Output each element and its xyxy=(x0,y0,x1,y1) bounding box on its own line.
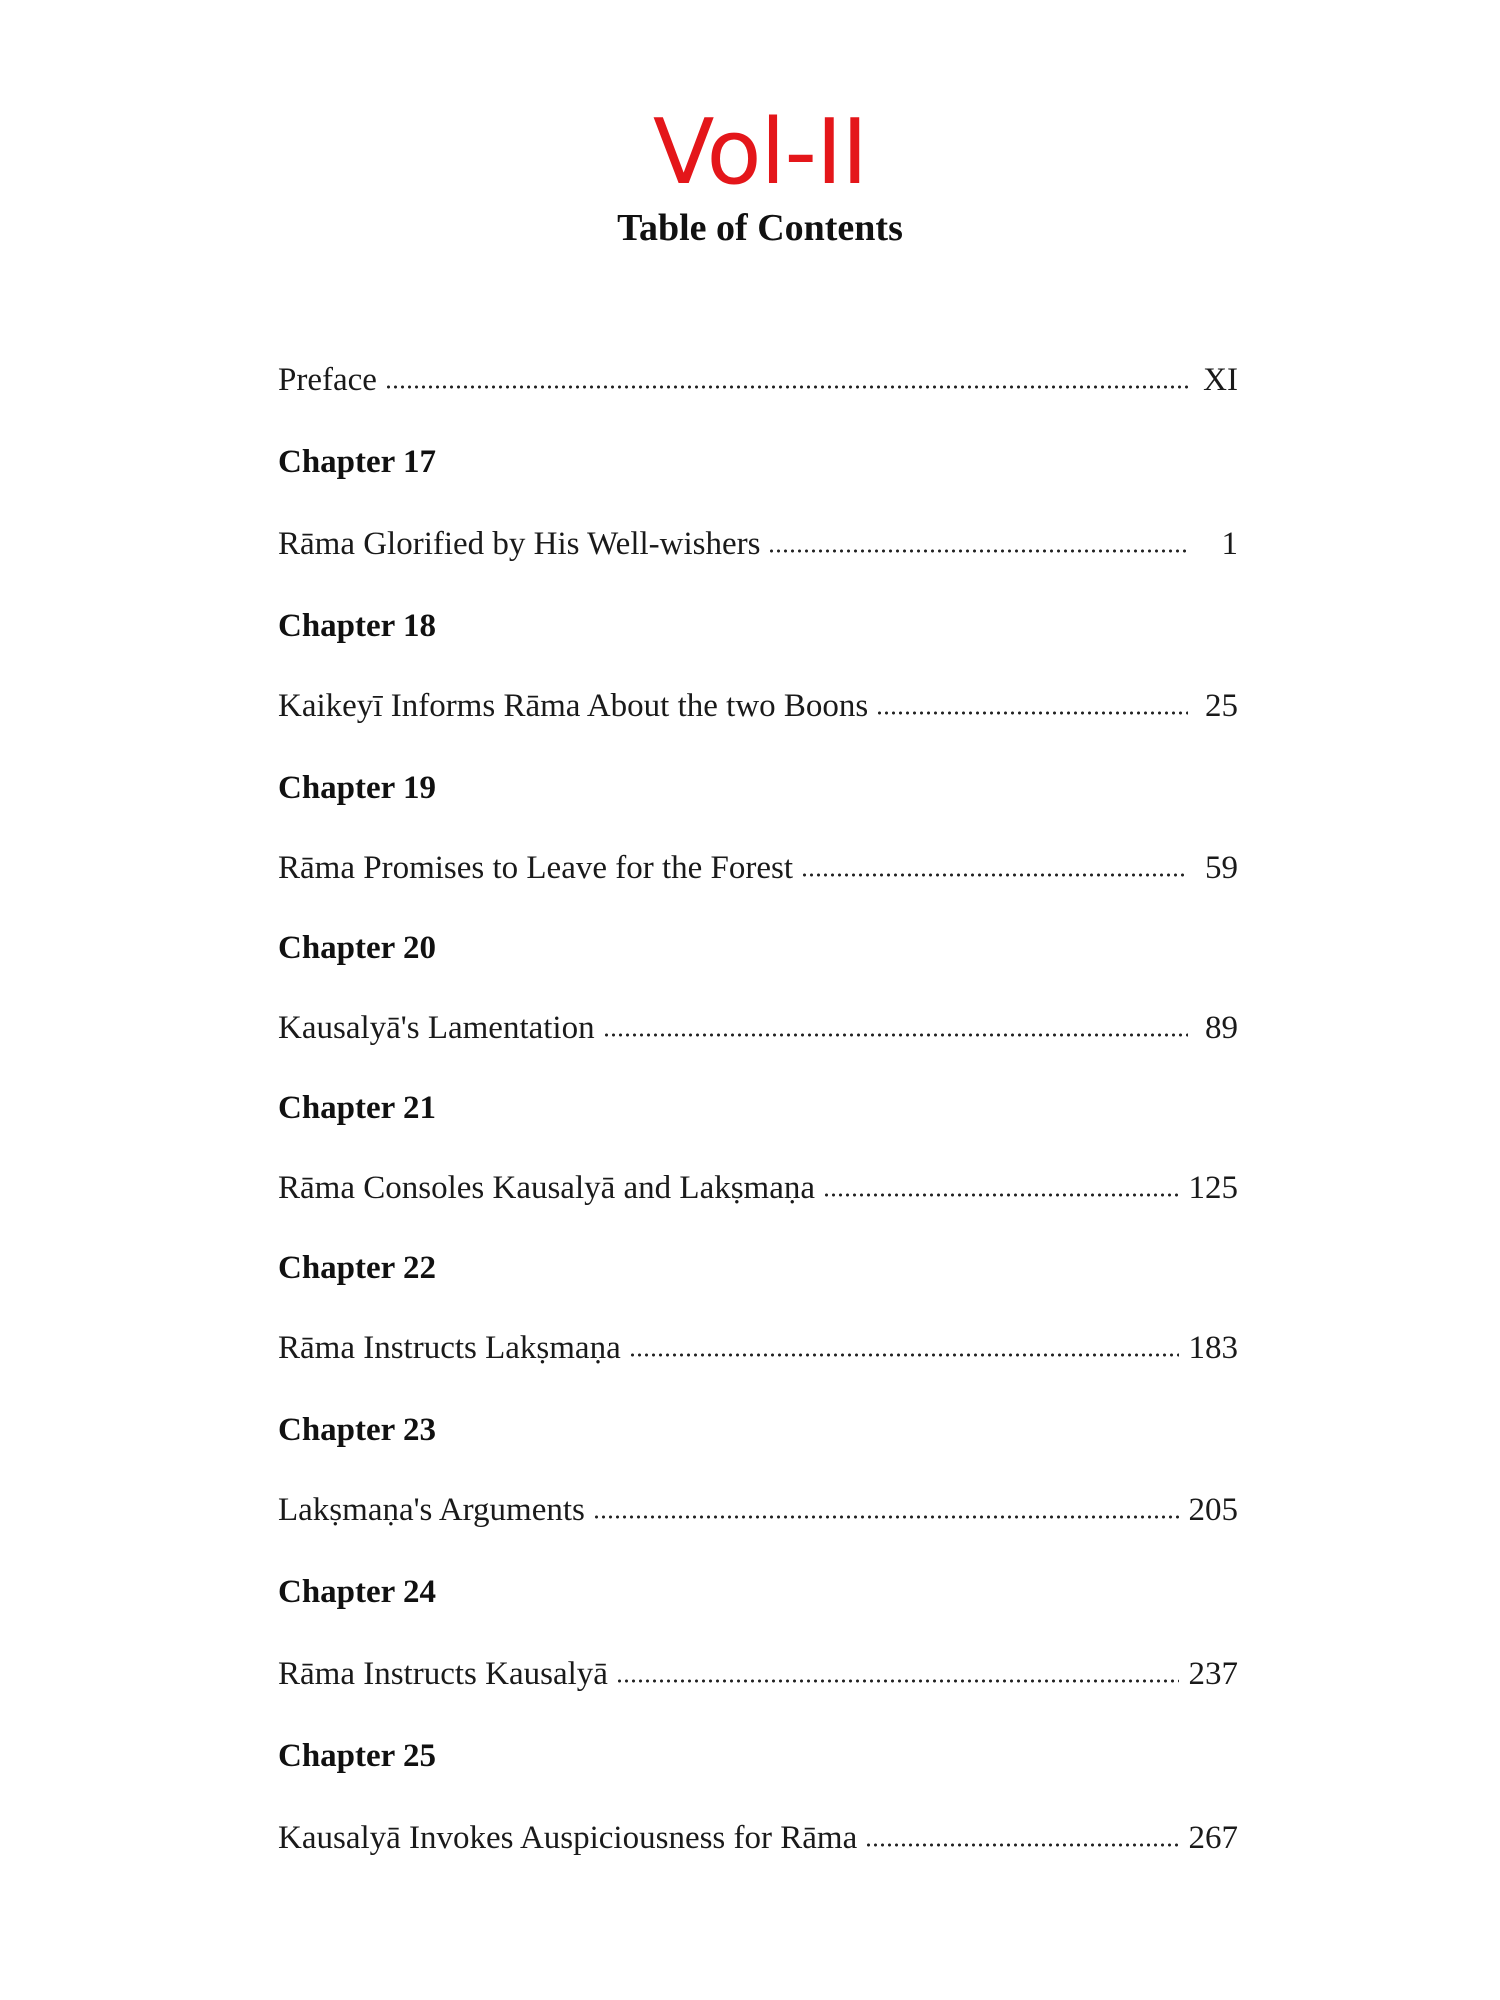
toc-entry[interactable] xyxy=(278,850,1238,887)
entry-page-number: 183 xyxy=(1188,1330,1238,1366)
entry-page-number: 1 xyxy=(1221,526,1238,562)
toc-title: Table of Contents xyxy=(617,207,903,249)
chapter-heading: Chapter 19 xyxy=(278,770,436,806)
entry-page-number: 59 xyxy=(1205,850,1238,886)
toc-entry[interactable] xyxy=(278,688,1238,725)
chapter-heading: Chapter 17 xyxy=(278,444,436,480)
dot-leader xyxy=(823,1192,1178,1198)
toc-entry[interactable] xyxy=(278,526,1238,563)
chapter-heading: Chapter 20 xyxy=(278,930,436,966)
dot-leader xyxy=(865,1842,1178,1848)
toc-entry[interactable] xyxy=(278,1170,1238,1207)
entry-title: Kausalyā's Lamentation xyxy=(278,1010,595,1046)
toc-entry[interactable] xyxy=(278,1492,1238,1529)
chapter-heading: Chapter 24 xyxy=(278,1574,436,1610)
entry-title: Rāma Promises to Leave for the Forest xyxy=(278,850,794,886)
entry-title: Rāma Instructs Lakṣmaṇa xyxy=(278,1330,621,1366)
entry-page-number: 125 xyxy=(1188,1170,1238,1206)
entry-title: Kausalyā Invokes Auspiciousness for Rāma xyxy=(278,1820,858,1856)
dot-leader xyxy=(801,872,1188,878)
dot-leader xyxy=(876,710,1188,716)
dot-leader xyxy=(616,1678,1179,1684)
entry-title: Rāma Consoles Kausalyā and Lakṣmaṇa xyxy=(278,1170,816,1206)
entry-title: Lakṣmaṇa's Arguments xyxy=(278,1492,585,1528)
chapter-heading: Chapter 21 xyxy=(278,1090,436,1126)
entry-page-number: XI xyxy=(1203,362,1238,398)
toc-entry[interactable] xyxy=(278,1820,1238,1857)
toc-entry[interactable] xyxy=(278,1656,1238,1693)
chapter-heading: Chapter 23 xyxy=(278,1412,436,1448)
entry-title: Rāma Glorified by His Well-wishers xyxy=(278,526,761,562)
entry-title: Rāma Instructs Kausalyā xyxy=(278,1656,608,1692)
volume-title: Vol-II xyxy=(652,100,868,205)
toc-entry-preface[interactable] xyxy=(278,362,1238,399)
entry-page-number: 25 xyxy=(1205,688,1238,724)
dot-leader xyxy=(629,1352,1179,1358)
entry-title: Kaikeyī Informs Rāma About the two Boons xyxy=(278,688,869,724)
entry-page-number: 89 xyxy=(1205,1010,1238,1046)
chapter-heading: Chapter 22 xyxy=(278,1250,436,1286)
dot-leader xyxy=(603,1032,1188,1038)
toc-entry[interactable] xyxy=(278,1010,1238,1047)
dot-leader xyxy=(385,384,1188,390)
dot-leader xyxy=(768,548,1188,554)
entry-page-number: 267 xyxy=(1188,1820,1238,1856)
entry-title: Preface xyxy=(278,362,377,398)
dot-leader xyxy=(593,1514,1179,1520)
chapter-heading: Chapter 25 xyxy=(278,1738,436,1774)
toc-entry[interactable] xyxy=(278,1330,1238,1367)
chapter-heading: Chapter 18 xyxy=(278,608,436,644)
entry-page-number: 205 xyxy=(1188,1492,1238,1528)
entry-page-number: 237 xyxy=(1188,1656,1238,1692)
